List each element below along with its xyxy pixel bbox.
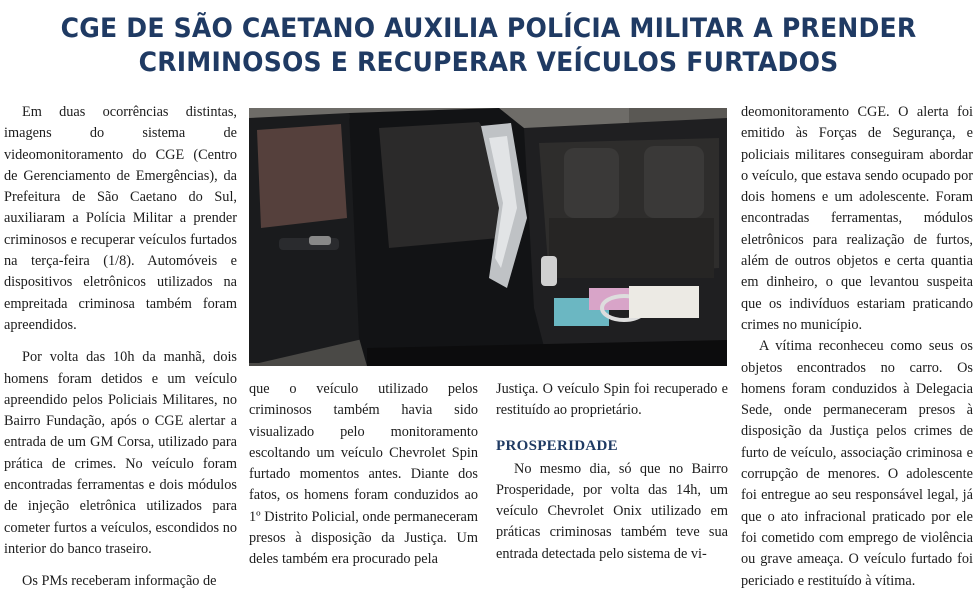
section-subhead: PROSPERIDADE <box>496 437 618 454</box>
article-column-2 <box>249 379 478 571</box>
paragraph: Por volta das 10h da manhã, dois homens foram detidos e um veículo apreendido pelos Policiais Militares, no Bairro Fundação, após o CGE alertar a entrada de um GM Corsa, utilizado para prática de crimes. No veículo foram encontradas ferramentas e dois módulos de injeção eletrônica utilizados para cometer furtos a veículos, escondidos no interior do banco traseiro. <box>4 349 237 557</box>
article-column-4 <box>741 102 973 592</box>
headline-line-1: CGE DE SÃO CAETANO AUXILIA POLÍCIA MILITAR A PRENDER <box>60 13 917 44</box>
car-photo-illustration <box>249 108 727 366</box>
article-column-3 <box>496 379 728 565</box>
article-column-1 <box>4 102 237 593</box>
paragraph: deomonitoramento CGE. O alerta foi emitido às Forças de Segurança, e policiais militares conseguiram abordar o veículo, que estava sendo ocupado por dois homens e um adolescente. Foram encontradas ferramentas, módulos eletrônicos para realização de furtos, além de outros objetos e certa quantia em dinheiro, o que levantou suspeita que os indivíduos estariam praticando crimes no município. <box>741 104 973 333</box>
headline-line-2: CRIMINOSOS E RECUPERAR VEÍCULOS FURTADOS <box>138 47 839 78</box>
paragraph: que o veículo utilizado pelos criminosos também havia sido visualizado pelo monitoramento escoltando um veículo Chevrolet Spin furtado momentos antes. Diante dos fatos, os homens foram conduzidos ao 1º Distrito Policial, onde permaneceram presos à disposição da Justiça. Um deles também era procurado pela <box>249 381 478 568</box>
paragraph: No mesmo dia, só que no Bairro Prosperidade, por volta das 14h, um veículo Chevrolet Onix utilizado em práticas criminosas também teve sua entrada detectada pelo sistema de vi- <box>496 460 728 562</box>
paragraph: Em duas ocorrências distintas, imagens do sistema de videomonitoramento do CGE (Centro de Gerenciamento de Emergências), da Prefeitura de São Caetano do Sul, auxiliaram a Polícia Militar a prender criminosos e recuperar veículos furtados na terça-feira (1/8). Automóveis e dispositivos eletrônicos utilizados na empreitada criminosa também foram apreendidos. <box>4 104 237 333</box>
car-trunk-photo <box>249 108 727 366</box>
article-headline <box>34 12 943 80</box>
paragraph: Os PMs receberam informação de <box>22 573 217 590</box>
paragraph: Justiça. O veículo Spin foi recuperado e restituído ao proprietário. <box>496 381 728 419</box>
paragraph: A vítima reconheceu como seus os objetos encontrados no carro. Os homens foram conduzidos à Delegacia Sede, onde permaneceram presos à disposição da Justiça pelos crimes de furto de veículo, associação criminosa e corrupção de menores. O adolescente foi entregue ao seu responsável legal, já que o ato infracional praticado por ele foi cometido com emprego de violência ou grave ameaça. O veículo furtado foi periciado e restituído à vítima. <box>741 338 973 589</box>
